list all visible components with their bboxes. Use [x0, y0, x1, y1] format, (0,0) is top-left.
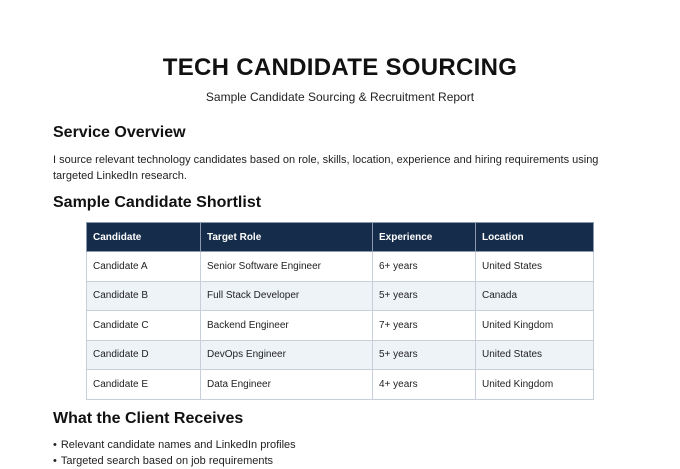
column-header-candidate: Candidate	[87, 223, 201, 252]
target-role-cell: Backend Engineer	[201, 311, 373, 341]
experience-cell: 5+ years	[373, 281, 476, 311]
document-subtitle: Sample Candidate Sourcing & Recruitment Report	[205, 90, 475, 104]
location-cell: United Kingdom	[476, 370, 594, 400]
list-item: • Targeted search based on job requirements	[53, 453, 296, 469]
table-row	[87, 370, 594, 400]
candidate-cell: Candidate D	[87, 340, 201, 370]
experience-cell: 6+ years	[373, 252, 476, 282]
service-overview-text: I source relevant technology candidates based on role, skills, location, experience and hiring requirements using targeted LinkedIn research.	[53, 154, 599, 182]
table-row	[87, 340, 594, 370]
table-row	[87, 311, 594, 341]
candidate-cell: Candidate B	[87, 281, 201, 311]
column-header-target-role: Target Role	[201, 223, 373, 252]
target-role-cell: DevOps Engineer	[201, 340, 373, 370]
table-row	[87, 281, 594, 311]
column-header-experience: Experience	[373, 223, 476, 252]
column-header-location: Location	[476, 223, 594, 252]
document-title: TECH CANDIDATE SOURCING	[162, 54, 518, 81]
table-header-row	[87, 223, 594, 252]
shortlist-heading: Sample Candidate Shortlist	[53, 194, 262, 211]
client-receives-list	[53, 437, 296, 469]
service-overview-heading: Service Overview	[53, 124, 186, 141]
experience-cell: 5+ years	[373, 340, 476, 370]
table-row	[87, 252, 594, 282]
experience-cell: 4+ years	[373, 370, 476, 400]
client-receives-heading: What the Client Receives	[53, 410, 244, 427]
candidate-cell: Candidate C	[87, 311, 201, 341]
candidate-shortlist-table	[86, 222, 594, 400]
target-role-cell: Data Engineer	[201, 370, 373, 400]
location-cell: United Kingdom	[476, 311, 594, 341]
location-cell: United States	[476, 252, 594, 282]
experience-cell: 7+ years	[373, 311, 476, 341]
location-cell: Canada	[476, 281, 594, 311]
target-role-cell: Full Stack Developer	[201, 281, 373, 311]
target-role-cell: Senior Software Engineer	[201, 252, 373, 282]
list-item: • Relevant candidate names and LinkedIn profiles	[53, 437, 296, 453]
candidate-cell: Candidate E	[87, 370, 201, 400]
location-cell: United States	[476, 340, 594, 370]
candidate-cell: Candidate A	[87, 252, 201, 282]
